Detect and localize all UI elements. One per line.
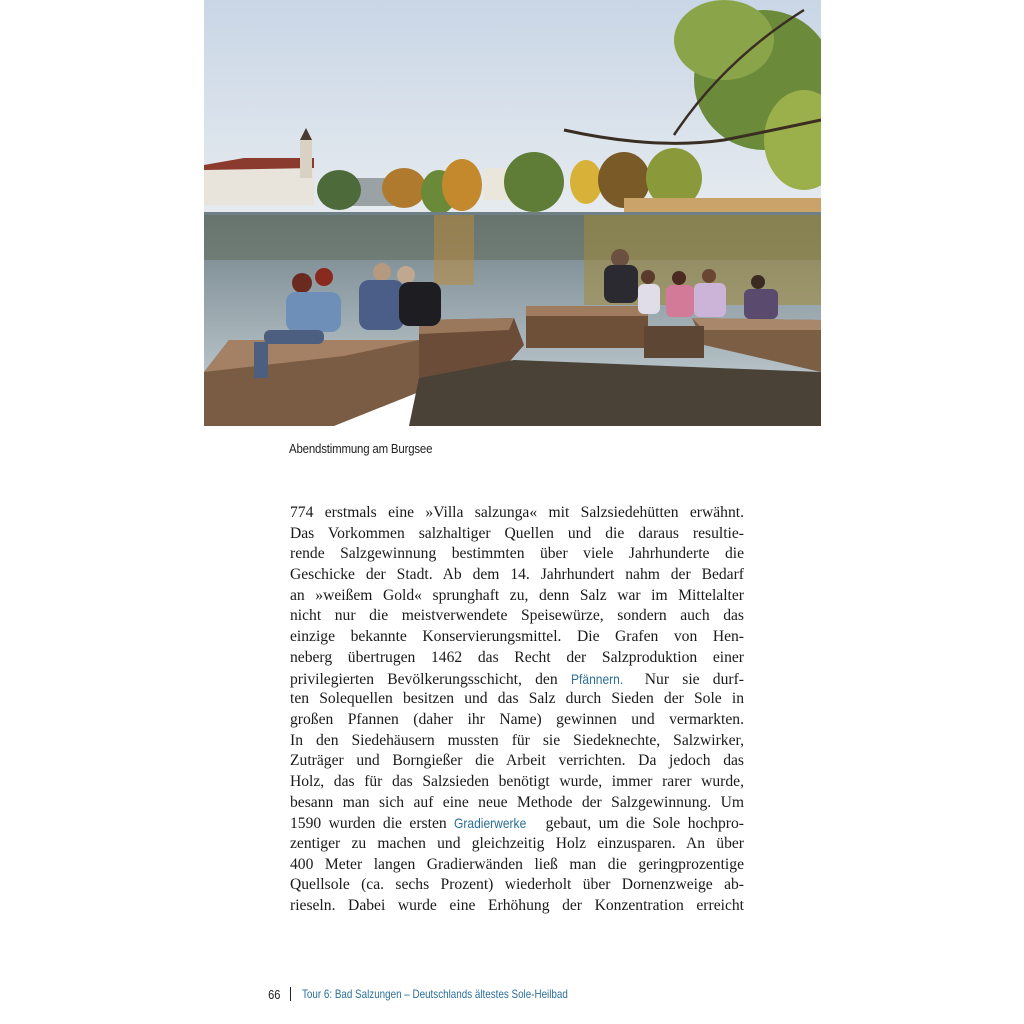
text-line	[290, 544, 744, 565]
text-fragment: 774 erstmals eine »Villa salzunga« mit Salzsiedehütten erwähnt.	[290, 504, 744, 521]
text-fragment: Quellsole (ca. sechs Prozent) wiederholt über Dornenzweige ab-	[290, 876, 744, 894]
text-fragment: Geschicke der Stadt. Ab dem 14. Jahrhundert nahm der Bedarf	[290, 566, 744, 584]
chapter-title: Tour 6: Bad Salzungen – Deutschlands ältestes Sole-Heilbad	[302, 987, 569, 1001]
text-fragment: neberg übertrugen 1462 das Recht der Salzproduktion einer	[290, 648, 744, 666]
text-line	[290, 503, 744, 524]
text-line	[290, 586, 744, 607]
text-line	[290, 813, 744, 834]
text-line	[290, 855, 744, 876]
page-footer	[267, 985, 627, 1003]
text-line	[290, 896, 744, 917]
text-fragment: Holz, das für das Salzsieden benötigt wurde, immer rarer wurde,	[290, 772, 744, 790]
text-line	[290, 834, 744, 855]
text-fragment: zentiger zu machen und gleichzeitig Holz einzusparen. An über	[290, 835, 744, 852]
text-fragment: 1590 wurden die ersten	[290, 815, 455, 833]
text-fragment: Zuträger und Borngießer die Arbeit verrichten. Da jedoch das	[290, 752, 744, 770]
keyword-highlight: Gradierwerke	[454, 815, 527, 832]
text-fragment: 400 Meter langen Gradierwänden ließ man die geringprozentige	[290, 855, 744, 873]
footer-divider	[290, 987, 291, 1001]
text-fragment: rende Salzgewinnung bestimmten über viele Jahrhunderte die	[290, 545, 744, 563]
text-line	[290, 627, 744, 648]
text-line	[290, 751, 744, 772]
text-fragment: an »weißem Gold« sprunghaft zu, denn Salz war im Mittelalter	[290, 586, 744, 604]
text-line	[290, 731, 744, 752]
text-line	[290, 565, 744, 586]
text-fragment: großen Pfannen (daher ihr Name) gewinnen und vermarkten.	[290, 710, 744, 728]
text-fragment: rieseln. Dabei wurde eine Erhöhung der Konzentration erreicht	[290, 897, 744, 915]
text-fragment: gebaut, um die Sole hochpro-	[538, 815, 744, 833]
text-line	[290, 524, 744, 545]
text-line	[290, 648, 744, 669]
page-number: 66	[268, 986, 281, 1002]
text-fragment: In den Siedehäusern mussten für sie Siedeknechte, Salzwirker,	[290, 731, 744, 749]
text-fragment: nicht nur die meistverwendete Speisewürze, sondern auch das	[290, 607, 744, 625]
text-line	[290, 669, 744, 690]
text-fragment: Das Vorkommen salzhaltiger Quellen und die daraus resultie-	[290, 524, 744, 542]
text-line	[290, 606, 744, 627]
text-fragment: ten Solequellen besitzen und das Salz durch Sieden der Sole in	[290, 690, 744, 708]
keyword-highlight: Pfännern.	[570, 670, 624, 687]
text-line	[290, 772, 744, 793]
text-line	[290, 875, 744, 896]
photo-caption: Abendstimmung am Burgsee	[289, 441, 433, 456]
text-fragment: Nur sie durf-	[631, 670, 744, 688]
text-line	[290, 710, 744, 731]
body-text	[290, 503, 744, 917]
text-fragment: privilegierten Bevölkerungsschicht, den	[290, 670, 571, 688]
lakeside-photo	[204, 0, 821, 426]
text-fragment: einzige bekannte Konservierungsmittel. Die Grafen von Hen-	[290, 628, 744, 646]
text-fragment: besann man sich auf eine neue Methode der Salzgewinnung. Um	[290, 793, 744, 811]
text-line	[290, 689, 744, 710]
text-line	[290, 793, 744, 814]
